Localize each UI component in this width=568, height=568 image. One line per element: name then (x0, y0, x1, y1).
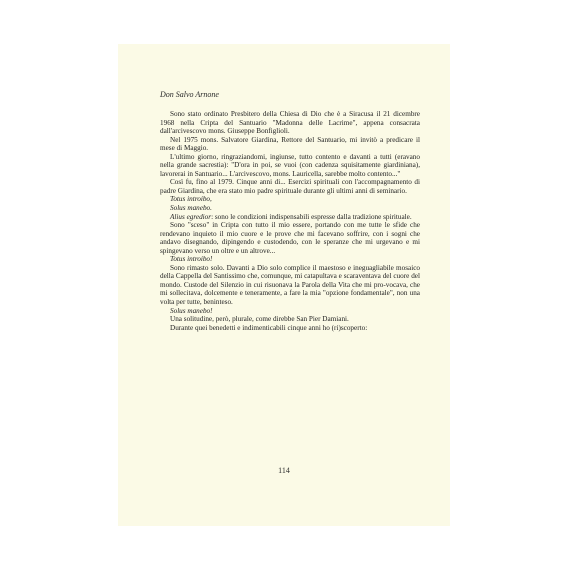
latin-motto: Solus manebo! (170, 306, 213, 315)
latin-motto: Totus introibo! (170, 255, 213, 264)
paragraph (160, 213, 420, 222)
latin-lead: Alius egredior (170, 212, 212, 221)
paragraph: Sono stato ordinato Presbitero della Chiesa di Dio che è a Siracusa il 21 dicembre 1968 nella Cripta del Santuario "Madonna delle Lacrime", appena consacrata dall'arcivescovo mons. Giuseppe Bonfiglioli. (160, 110, 420, 136)
paragraph: L'ultimo giorno, ringraziandomi, ingiunse, tutto contento e davanti a tutti (eravano nella grande sacrestia): "D'ora in poi, se vuoi (con cadenza squisitamente giardiniana), lavorerai in Santuario... L'arcivescovo, mons. Lauricella, sarebbe molto contento..." (160, 152, 420, 178)
latin-motto: Solus manebo. (170, 204, 212, 213)
running-head: Don Salvo Arnone (160, 90, 219, 99)
latin-motto: Totus introibo, (170, 195, 212, 204)
page-number: 114 (278, 466, 290, 475)
body-text (160, 110, 420, 332)
paragraph: Così fu, fino al 1979. Cinque anni di... Esercizi spirituali con l'accompagnamento di padre Giardina, che era stato mio padre spirituale durante gli ultimi anni di seminario. (160, 178, 420, 195)
paragraph-rest: : sono le condizioni indispensabili espresse dalla tradizione spirituale. (211, 212, 412, 221)
paragraph: Nel 1975 mons. Salvatore Giardina, Rettore del Santuario, mi invitò a predicare il mese di Maggio. (160, 135, 420, 153)
paragraph: Sono rimasto solo. Davanti a Dio solo complice il maestoso e ineguagliabile mosaico della Cappella del Santissimo che, comunque, mi catapultava e scaraventava del cuore del mondo. Custode del Silenzio in cui risuonava la Parola della Vita che mi pro-vocava, che mi sollecitava, dolcemente e teneramente, a fare la mia "opzione fondamentale", non una volta per tutte, beninteso. (160, 263, 420, 307)
paragraph: Sono "sceso" in Cripta con tutto il mio essere, portando con me tutte le sfide che rendevano inquieto il mio cuore e le prove che mi facevano soffrire, con i sogni che andavo disegnando, dipingendo e custodendo, con le speranze che mi urgevano e mi spingevano verso un oltre e un altrove... (160, 221, 420, 255)
paragraph: Una solitudine, però, plurale, come direbbe San Pier Damiani. (170, 315, 349, 324)
paragraph: Durante quei benedetti e indimenticabili cinque anni ho (ri)scoperto: (170, 323, 368, 332)
